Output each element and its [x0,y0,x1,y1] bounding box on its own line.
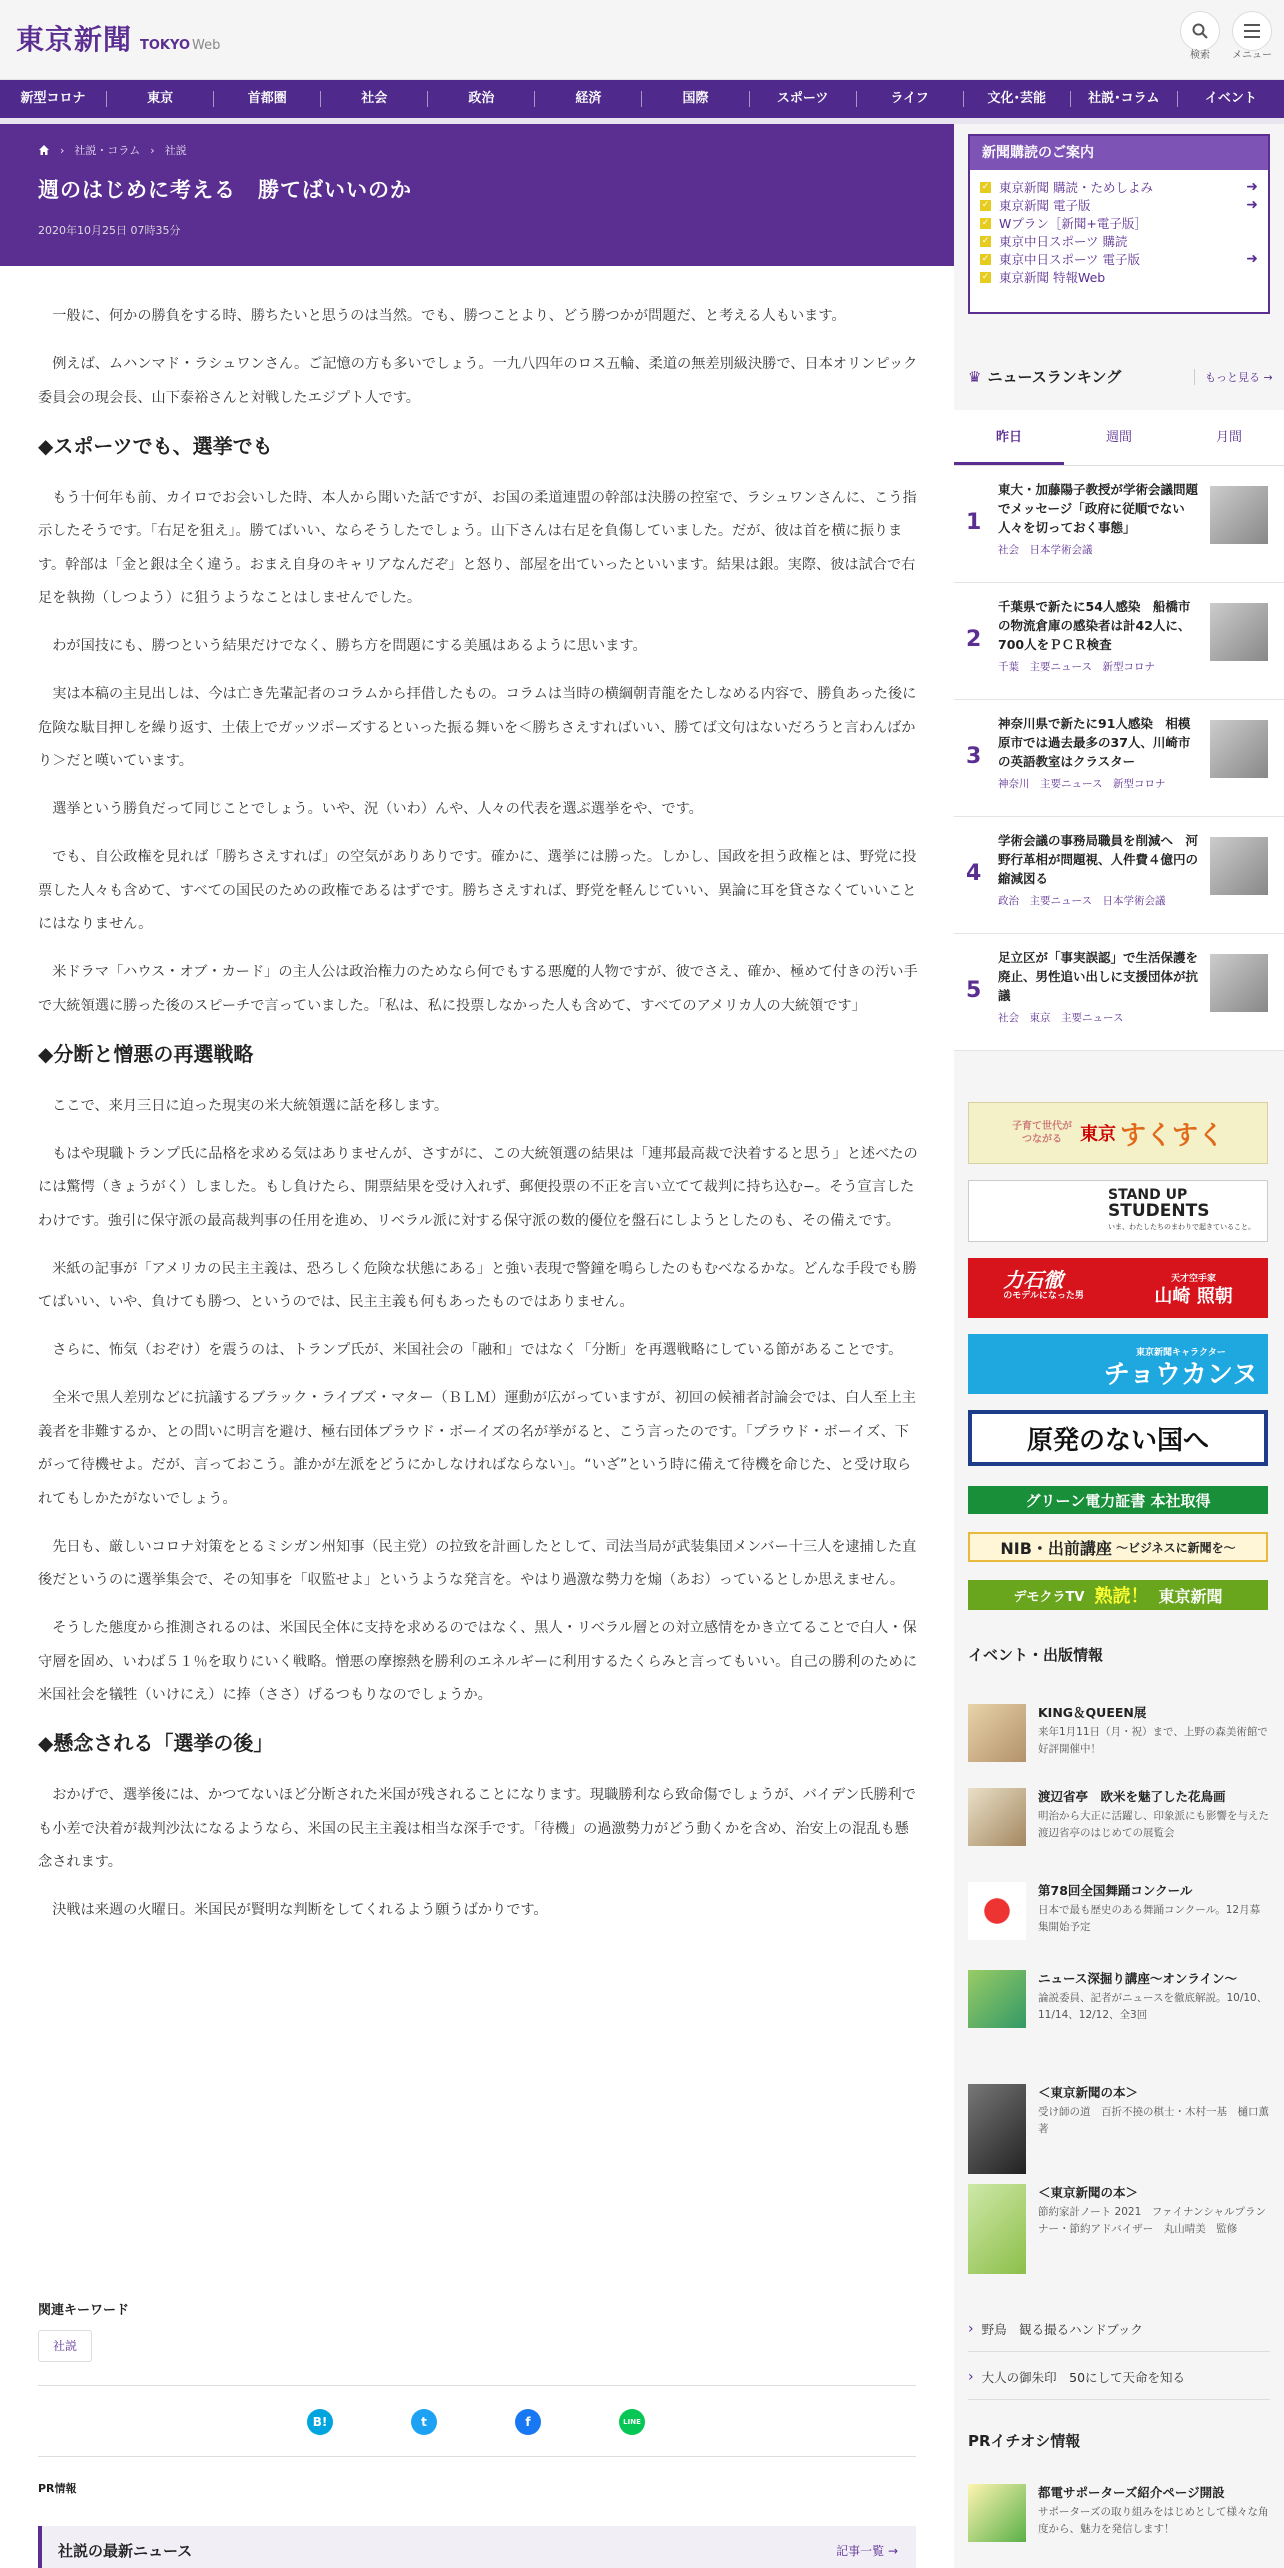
ranking-tabs [954,410,1284,466]
rank-number: 3 [966,744,982,769]
nav-item[interactable]: 東京 [107,91,214,107]
rank-tags: 社会 東京 主要ニュース [998,1012,1124,1024]
rank-tags: 神奈川 主要ニュース 新型コロナ [998,778,1166,790]
book-link[interactable] [968,2306,1270,2352]
rank-headline: 学術会議の事務局職員を削減へ 河野行革相が問題視、人件費４億円の縮減図る [998,833,1199,886]
pr-desc: サポーターズの取り組みをはじめとして様々な角度から、魅力を発信します！ [1038,2506,1269,2535]
democra-tv-banner[interactable] [968,1580,1268,1610]
nav-item[interactable]: 政治 [428,91,535,107]
sukusuku-banner[interactable] [968,1102,1268,1164]
check-icon: ✓ [981,236,990,246]
article-paragraph: そうした態度から推測されるのは、米国民全体に支持を求めるのではなく、黒人・リベラル層との対立感情をかき立てることで白人・保守層を固め、いわば５１％を取りにいく戦略。憎悪の摩擦熱を勝利のエネルギーに利用するたくらみと言ってもいい。自己の勝利のために米国社会を犠牲（いけにえ）に捧（ささ）げるつもりなのでしょうか。 [38,1620,918,1703]
breadcrumb-item[interactable]: 社説・コラム [74,144,141,157]
article-paragraph: 選挙という勝負だって同じことでしょう。いや、況（いわ）んや、人々の代表を選ぶ選挙をや、です。 [52,801,703,817]
crown-icon: ♛ [968,367,982,386]
site-logo[interactable] [16,18,220,58]
article-paragraph: 実は本稿の主見出しは、今は亡き先輩記者のコラムから拝借したもの。コラムは当時の横綱朝青龍をたしなめる内容で、勝負あった後に危険な駄目押しを繰り返す、土俵上でガッツポーズするといった振る舞いを＜勝ちさえすればいい、勝てば文句はないだろうと言わんばかり＞だと嘆いています。 [38,686,917,769]
subscription-link[interactable] [970,232,1268,250]
twitter-share-icon[interactable]: t [411,2409,437,2435]
pr-label: PR情報 [38,2482,77,2495]
subscription-label: 東京新聞 特報Web [999,270,1106,285]
ranking-item[interactable] [954,817,1284,934]
subscription-box [968,134,1270,314]
event-desc: 来年1月11日（月・祝）まで、上野の森美術館で好評開催中！ [1038,1726,1268,1755]
article-paragraph: わが国技にも、勝つという結果だけでなく、勝ち方を問題にする美風はあるように思います。 [52,638,647,654]
check-icon: ✓ [981,182,990,192]
event-item[interactable] [968,1704,1270,1764]
ranking-title-text: ニュースランキング [987,368,1122,386]
section-heading: ◆スポーツでも、選挙でも [38,433,273,458]
banner-text: STAND UP [1108,1187,1188,1203]
breadcrumb-item[interactable]: 社説 [164,144,187,157]
chevron-right-icon: › [968,2368,974,2385]
ranking-title [968,366,1121,387]
check-icon: ✓ [981,254,990,264]
banner-text: デモクラTV [1013,1589,1085,1605]
article-paragraph: 米紙の記事が「アメリカの民主主義は、恐ろしく危険な状態にある」と強い表現で警鐘を鳴らしたのもむべなるかな。どんな手段でも勝てばいい、いや、負けても勝つ、というのでは、民主主義も何もあったものではありません。 [38,1260,917,1310]
banner-text: 熟読！ [1094,1586,1149,1607]
subscription-link[interactable] [970,268,1268,286]
check-icon: ✓ [981,272,990,282]
rank-thumbnail [1210,603,1268,661]
rank-thumbnail [1210,837,1268,895]
event-desc: 受け師の道 百折不撓の棋士・木村一基 樋口薫 著 [1038,2106,1280,2135]
subscription-link[interactable] [970,196,1268,214]
rank-headline: 千葉県で新たに54人感染 船橋市の物流倉庫の感染者は計42人に、700人をＰＣＲ検査 [998,599,1191,652]
search-icon [1192,23,1208,39]
ranking-item[interactable] [954,466,1284,583]
search-button[interactable] [1180,11,1220,61]
genpatsu-banner[interactable] [968,1410,1268,1466]
article-paragraph: でも、自公政権を見れば「勝ちさえすれば」の空気がありありです。確かに、選挙には勝った。しかし、国政を担う政権とは、野党に投票した人々も含めて、すべての国民のための政権であるはずです。勝ちさえすれば、野党を軽んじていい、異論に耳を貸さなくていいことにはなりません。 [38,849,917,932]
event-title: ＜東京新聞の本＞ [1038,2085,1139,2100]
more-label: 記事一覧 [836,2544,885,2558]
rank-number: 2 [966,627,982,652]
logo-sub: TOKYO [140,38,191,53]
banner-text: チョウカンヌ [1103,1360,1258,1390]
subscription-label: 東京新聞 電子版 [999,198,1091,213]
article-paragraph: 米ドラマ「ハウス・オブ・カード」の主人公は政治権力のためなら何でもする悪魔的人物ですが、彼でさえ、確か、極めて付きの汚い手で大統領選に勝った後のスピーチで言っていました。「私は、私に投票しなかった人も含めて、すべてのアメリカ人の大統領です」 [38,964,918,1014]
event-desc: 論説委員、記者がニュースを徹底解説。10/10、11/14、12/12、全3回 [1038,1992,1268,2021]
rank-tags: 政治 主要ニュース 日本学術会議 [998,895,1166,907]
rank-thumbnail [1210,954,1268,1012]
nav-item[interactable]: 社会 [321,91,428,107]
divider [38,2456,916,2457]
article-paragraph: 例えば、ムハンマド・ラシュワンさん。ご記憶の方も多いでしょう。一九八四年のロス五輪、柔道の無差別級決勝で、日本オリンピック委員会の現会長、山下泰裕さんと対戦したエジプト人です。 [38,356,918,406]
nav-item[interactable]: イベント [1204,91,1257,106]
event-thumbnail [968,2184,1026,2274]
divider [38,2385,916,2386]
banner-text: 山崎 照朝 [1154,1286,1233,1307]
subscription-label: 東京新聞 購読・ためしよみ [999,180,1153,195]
main-nav [0,80,1284,118]
nav-item[interactable]: 経済 [535,91,642,107]
login-arrow-icon: ➜ [1246,179,1258,195]
tab-yesterday[interactable]: 昨日 [954,410,1064,465]
event-item[interactable] [968,1970,1270,2030]
nav-item[interactable]: 新型コロナ [0,91,107,107]
article-paragraph: 一般に、何かの勝負をする時、勝ちたいと思うのは当然。でも、勝つことより、どう勝つかが問題だ、と考える人もいます。 [52,308,846,324]
chevron-right-icon: › [60,143,65,157]
subscription-label: 東京中日スポーツ 電子版 [999,252,1140,267]
tab-monthly[interactable]: 月間 [1215,430,1242,445]
chevron-right-icon: › [968,2320,974,2337]
banner-text: つながる [1021,1134,1062,1145]
subscription-label: 東京中日スポーツ 購読 [999,234,1128,249]
event-title: 第78回全国舞踊コンクール [1038,1883,1193,1898]
article-paragraph: 決戦は来週の火曜日。米国民が賢明な判断をしてくれるよう願うばかりです。 [52,1902,548,1918]
facebook-share-icon[interactable]: f [515,2409,541,2435]
latest-news-title: 社説の最新ニュース [58,2542,193,2560]
article-date: 2020年10月25日 07時35分 [38,224,181,237]
event-item[interactable] [968,1882,1270,1942]
banner-text: 〜ビジネスに新聞を〜 [1115,1540,1236,1555]
rank-thumbnail [1210,720,1268,778]
pr-thumbnail [968,2484,1026,2542]
green-power-banner[interactable]: グリーン電力証書 本社取得 [968,1486,1268,1514]
banner-text: NIB・出前講座 [1000,1538,1112,1558]
event-item[interactable] [968,2084,1280,2174]
menu-label: メニュー [1232,50,1272,61]
keywords-title: 関連キーワード [38,2303,130,2318]
latest-news-header [38,2526,916,2568]
banner-text: いま、わたしたちのまわりで起きていること。 [1108,1223,1255,1231]
banner-text: 東京 [1079,1124,1116,1145]
breadcrumb [38,142,187,158]
search-label: 検索 [1190,50,1210,61]
events-title: イベント・出版情報 [968,1646,1104,1664]
login-arrow-icon: ➜ [1246,251,1258,267]
nav-item[interactable]: スポーツ [750,91,857,107]
event-title: KING＆QUEEN展 [1038,1705,1147,1720]
rank-thumbnail [1210,486,1268,544]
nav-item[interactable]: ライフ [857,91,964,107]
event-title: ＜東京新聞の本＞ [1038,2185,1139,2200]
rank-tags: 社会 日本学術会議 [998,544,1093,556]
rank-headline: 足立区が「事実誤認」で生活保護を廃止、男性追い出しに支援団体が抗議 [998,950,1199,1003]
subscription-link[interactable] [970,178,1268,196]
banner-text: 天才空手家 [1171,1274,1217,1284]
nav-item[interactable]: 首都圏 [214,91,321,107]
article-paragraph: ここで、来月三日に迫った現実の米大統領選に話を移します。 [52,1097,449,1114]
latest-news-more-link[interactable]: 記事一覧 → [836,2544,898,2558]
rank-number: 1 [966,510,982,535]
article-paragraph: 全米で黒人差別などに抗議するブラック・ライブズ・マター（ＢＬＭ）運動が広がっていますが、初回の候補者討論会では、白人至上主義者を非難するか、との問いに明言を避け、極右団体プラウド・ボーイズの名が挙がると、こう言ったのです。「プラウド・ボーイズ、下がって待機せよ。だが、言っておこう。誰かが左派をどうにかしなければならない」。“いざ”という時に備えて待機を命じた、と受け取られてもしかたがないでしょう。 [38,1390,916,1507]
event-thumbnail [968,1788,1026,1846]
banner-text: STUDENTS [1108,1201,1210,1221]
ranking-item[interactable] [954,700,1284,817]
rank-tags: 千葉 主要ニュース 新型コロナ [998,661,1155,673]
menu-icon [1244,24,1260,38]
pr-title: 都電サポーターズ紹介ページ開設 [1038,2485,1225,2500]
banner-text: 子育て世代が [1011,1121,1072,1132]
nib-banner[interactable] [968,1532,1268,1562]
article-header [0,124,954,266]
chokanu-banner[interactable] [968,1334,1268,1394]
section-heading: ◆懸念される「選挙の後」 [38,1731,274,1755]
ranking-more-label: もっと見る [1205,371,1260,384]
article-body [38,300,918,1942]
event-item[interactable] [968,1788,1270,1848]
banner-text: すくすく [1119,1120,1224,1151]
book-link-label: 大人の御朱印 50にして天命を知る [981,2369,1186,2385]
banner-text: 東京新聞キャラクター [1135,1348,1226,1358]
event-desc: 日本で最も歴史のある舞踊コンクール。12月募集開始予定 [1038,1904,1261,1933]
check-icon: ✓ [981,200,990,210]
rank-number: 5 [966,978,982,1003]
check-icon: ✓ [981,218,990,228]
rank-headline: 東大・加藤陽子教授が学術会議問題でメッセージ「政府に従順でない人々を切っておく事態」 [998,482,1199,535]
yamazaki-banner[interactable] [968,1258,1268,1318]
article-paragraph: 先日も、厳しいコロナ対策をとるミシガン州知事（民主党）の拉致を計画したとして、司法当局が武装集団メンバー十三人を逮捕した直後だというのに選挙集会で、その知事を「収監せよ」というような発言を。やはり過激な勢力を煽（あお）っているとしか思えません。 [38,1538,917,1588]
logo-text: 東京新聞 [16,23,133,56]
subscription-label: Wプラン［新聞+電子版］ [999,216,1147,231]
event-item[interactable] [968,2184,1270,2274]
article-paragraph: もはや現職トランプ氏に品格を求める気はありませんが、さすがに、この大統領選の結果は「連邦最高裁で決着すると思う」と述べたのには驚愕（きょうがく）しました。もし負けたら、開票結果を受け入れず、郵便投票の不正を言い立てて裁判に持ち込む−。そう宣言したわけです。強引に保守派の最高裁判事の任用を進め、リベラル派に対する保守派の数的優位を盤石にしようとしたのも、その備えです。 [38,1145,918,1229]
banner-text: 力石徹 [1003,1268,1064,1292]
ranking-list [954,466,1284,1051]
ranking-more-link[interactable]: もっと見る → [1194,369,1273,385]
sidebar [954,124,1284,2568]
hatena-share-icon[interactable]: B! [307,2409,333,2435]
home-icon[interactable] [38,144,50,156]
line-share-icon[interactable]: LINE [619,2409,645,2435]
book-link-label: 野鳥 観る撮るハンドブック [981,2321,1143,2337]
ranking-item[interactable] [954,583,1284,700]
site-header [0,0,1284,80]
standup-students-banner[interactable] [968,1180,1268,1242]
article-paragraph: もう十何年も前、カイロでお会いした時、本人から聞いた話ですが、お国の柔道連盟の幹部は決勝の控室で、ラシュワンさんに、こう指示したそうです。「右足を狙え」。勝てばいい、ならそうしたでしょう。山下さんは右足を負傷していました。だが、彼は首を横に振ります。幹部は「金と銀は全く違う。おまえ自身のキャリアなんだぞ」と怒り、部屋を出ていったといいます。結果は銀。実際、彼は試合で右足を執拗（しつよう）に狙うようなことはしませんでした。 [38,489,917,606]
nav-item[interactable]: 社説･コラム [1071,91,1178,107]
rank-headline: 神奈川県で新たに91人感染 相模原市では過去最多の37人、川崎市の英語教室はクラスター [998,716,1191,769]
event-title: 渡辺省亭 欧米を魅了した花鳥画 [1038,1789,1226,1804]
menu-button[interactable] [1232,11,1272,61]
article-paragraph: おかげで、選挙後には、かつてないほど分断された米国が残されることになります。現職勝利なら致命傷でしょうが、バイデン氏勝利でも小差で決着が裁判沙汰になるようなら、米国の民主主義は相当な深手です。「待機」の過激勢力がどう動くかを含め、治安上の混乱も懸念されます。 [38,1787,916,1870]
event-desc: 明治から大正に活躍し、印象派にも影響を与えた渡辺省亭のはじめての展覧会 [1038,1810,1269,1839]
ranking-item[interactable] [954,934,1284,1051]
event-title: ニュース深掘り講座～オンライン～ [1038,1971,1238,1986]
chevron-right-icon: › [150,143,155,157]
nav-item[interactable]: 文化･芸能 [964,91,1071,107]
banner-text: 原発のない国へ [972,1414,1264,1462]
event-thumbnail [968,1882,1026,1940]
event-thumbnail [968,1970,1026,2028]
subscription-title: 新聞購読のご案内 [970,136,1268,170]
event-desc: 節約家計ノート 2021 ファイナンシャルプランナー・節約アドバイザー 丸山晴美 監修 [1038,2206,1267,2235]
banner-text: のモデルになった男 [1003,1291,1084,1301]
pr-pickup-item[interactable] [968,2484,1270,2554]
logo-sub2: Web [192,38,221,53]
subscription-link[interactable] [970,214,1268,232]
section-heading: ◆分断と憎悪の再選戦略 [38,1041,254,1066]
rank-number: 4 [966,861,982,886]
banner-text: 東京新聞 [1158,1586,1223,1606]
event-thumbnail [968,1704,1026,1762]
book-link[interactable] [968,2354,1270,2400]
pr-pickup-title: PRイチオシ情報 [968,2432,1081,2450]
tab-weekly[interactable]: 週間 [1105,430,1132,445]
event-thumbnail [968,2084,1026,2174]
login-arrow-icon: ➜ [1246,197,1258,213]
article-title: 週のはじめに考える 勝てばいいのか [38,178,412,202]
subscription-link[interactable] [970,250,1268,268]
nav-item[interactable]: 国際 [642,91,749,107]
keyword-tag[interactable]: 社説 [38,2330,92,2362]
article-paragraph: さらに、怖気（おぞけ）を震うのは、トランプ氏が、米国社会の「融和」ではなく「分断」を再選戦略にしている節があることです。 [52,1342,903,1358]
